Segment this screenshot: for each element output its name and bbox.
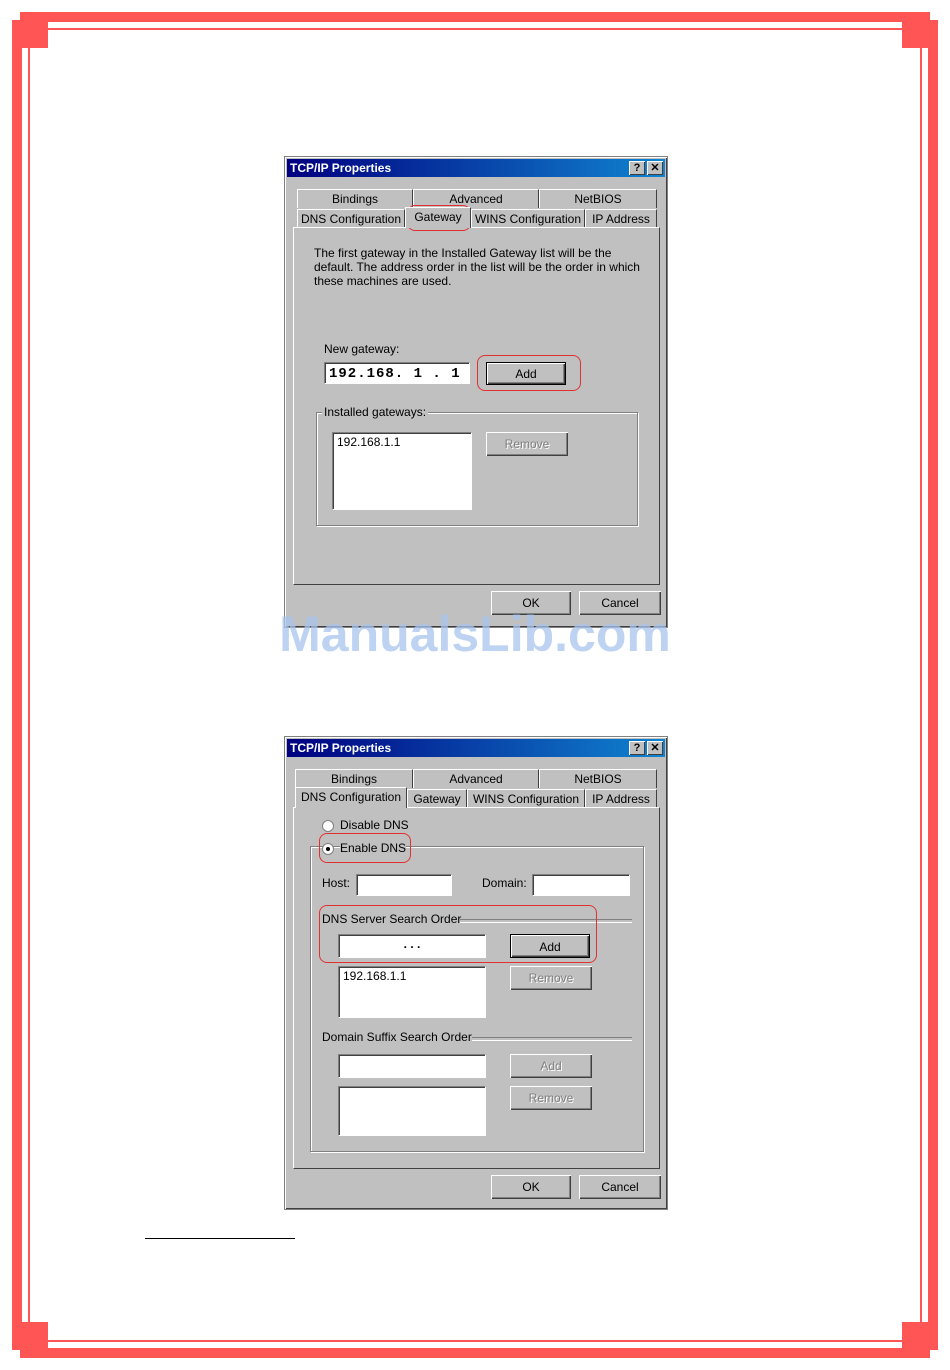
cancel-button[interactable]: Cancel xyxy=(579,1175,661,1199)
new-gateway-input[interactable]: 192.168. 1 . 1 xyxy=(324,362,470,384)
add-suffix-button[interactable]: Add xyxy=(510,1054,592,1078)
tab-wins-configuration[interactable]: WINS Configuration xyxy=(467,789,585,808)
tab-ip-address[interactable]: IP Address xyxy=(585,209,657,228)
underline-rule xyxy=(145,1238,295,1239)
frame-inner-left xyxy=(28,48,30,1322)
tab-wins-configuration[interactable]: WINS Configuration xyxy=(471,209,585,228)
cancel-button[interactable]: Cancel xyxy=(579,591,661,615)
dns-server-list[interactable] xyxy=(338,966,486,1018)
domain-input[interactable] xyxy=(532,874,630,896)
enable-dns-label[interactable]: Enable DNS xyxy=(340,841,407,855)
tab-advanced[interactable]: Advanced xyxy=(413,769,539,788)
watermark: ManualsLib.com xyxy=(279,606,671,662)
suffix-input[interactable] xyxy=(338,1054,486,1078)
tcpip-dialog-dns xyxy=(284,736,668,1210)
host-label: Host: xyxy=(322,876,351,890)
installed-gateways-label: Installed gateways: xyxy=(324,405,427,419)
tab-gateway[interactable]: Gateway xyxy=(405,207,471,228)
dns-order-label: DNS Server Search Order xyxy=(322,912,462,926)
frame-inner-bottom xyxy=(48,1340,902,1342)
tab-panel xyxy=(293,227,660,585)
suffix-list[interactable] xyxy=(338,1086,486,1136)
frame-inner-right xyxy=(920,48,922,1322)
frame-bottom xyxy=(20,1348,930,1358)
dns-server-input[interactable]: . . . xyxy=(338,934,486,958)
disable-dns-label[interactable]: Disable DNS xyxy=(340,818,409,832)
tcpip-dialog-gateway xyxy=(284,156,668,628)
close-button[interactable]: ✕ xyxy=(647,161,663,175)
tab-gateway[interactable]: Gateway xyxy=(407,789,467,808)
installed-gateways-list[interactable] xyxy=(332,432,472,510)
list-item[interactable]: 192.168.1.1 xyxy=(343,969,407,983)
frame-inner-top xyxy=(48,28,902,30)
list-item[interactable]: 192.168.1.1 xyxy=(337,435,401,449)
remove-gateway-button[interactable]: Remove xyxy=(486,432,568,456)
frame-corner-bl xyxy=(20,1322,48,1350)
close-button[interactable]: ✕ xyxy=(647,741,663,755)
gateway-description: The first gateway in the Installed Gateway list will be the default. The address order in the list will be the order in which these machines are used. xyxy=(314,246,640,288)
tab-netbios[interactable]: NetBIOS xyxy=(539,769,657,788)
help-button[interactable]: ? xyxy=(629,161,645,175)
ok-button[interactable]: OK xyxy=(491,1175,571,1199)
disable-dns-radio[interactable] xyxy=(322,820,334,832)
title-bar xyxy=(287,739,665,757)
remove-suffix-button[interactable]: Remove xyxy=(510,1086,592,1110)
suffix-order-label: Domain Suffix Search Order xyxy=(322,1030,472,1044)
tab-netbios[interactable]: NetBIOS xyxy=(539,189,657,208)
frame-corner-tl xyxy=(20,20,48,48)
frame-right xyxy=(928,20,938,1350)
enable-dns-highlight xyxy=(319,833,411,863)
tab-dns-configuration[interactable]: DNS Configuration xyxy=(295,787,407,808)
dialog-title: TCP/IP Properties xyxy=(290,741,392,755)
suffix-order-divider xyxy=(472,1037,632,1041)
tab-dns-configuration[interactable]: DNS Configuration xyxy=(297,209,405,228)
tab-bindings[interactable]: Bindings xyxy=(297,189,413,208)
add-button-highlight xyxy=(477,355,581,391)
remove-dns-button[interactable]: Remove xyxy=(510,966,592,990)
dialog-title: TCP/IP Properties xyxy=(290,161,392,175)
frame-corner-br xyxy=(902,1322,930,1350)
frame-left xyxy=(12,20,22,1350)
add-dns-button[interactable]: Add xyxy=(510,934,590,958)
tab-bindings[interactable]: Bindings xyxy=(295,769,413,788)
help-button[interactable]: ? xyxy=(629,741,645,755)
new-gateway-label: New gateway: xyxy=(324,342,400,356)
frame-corner-tr xyxy=(902,20,930,48)
tab-ip-address[interactable]: IP Address xyxy=(585,789,657,808)
frame-top xyxy=(20,12,930,22)
title-bar xyxy=(287,159,665,177)
domain-label: Domain: xyxy=(482,876,527,890)
host-input[interactable] xyxy=(356,874,452,896)
dns-order-highlight xyxy=(319,905,597,963)
add-gateway-button[interactable]: Add xyxy=(486,362,566,385)
tab-advanced[interactable]: Advanced xyxy=(413,189,539,208)
ok-button[interactable]: OK xyxy=(491,591,571,615)
